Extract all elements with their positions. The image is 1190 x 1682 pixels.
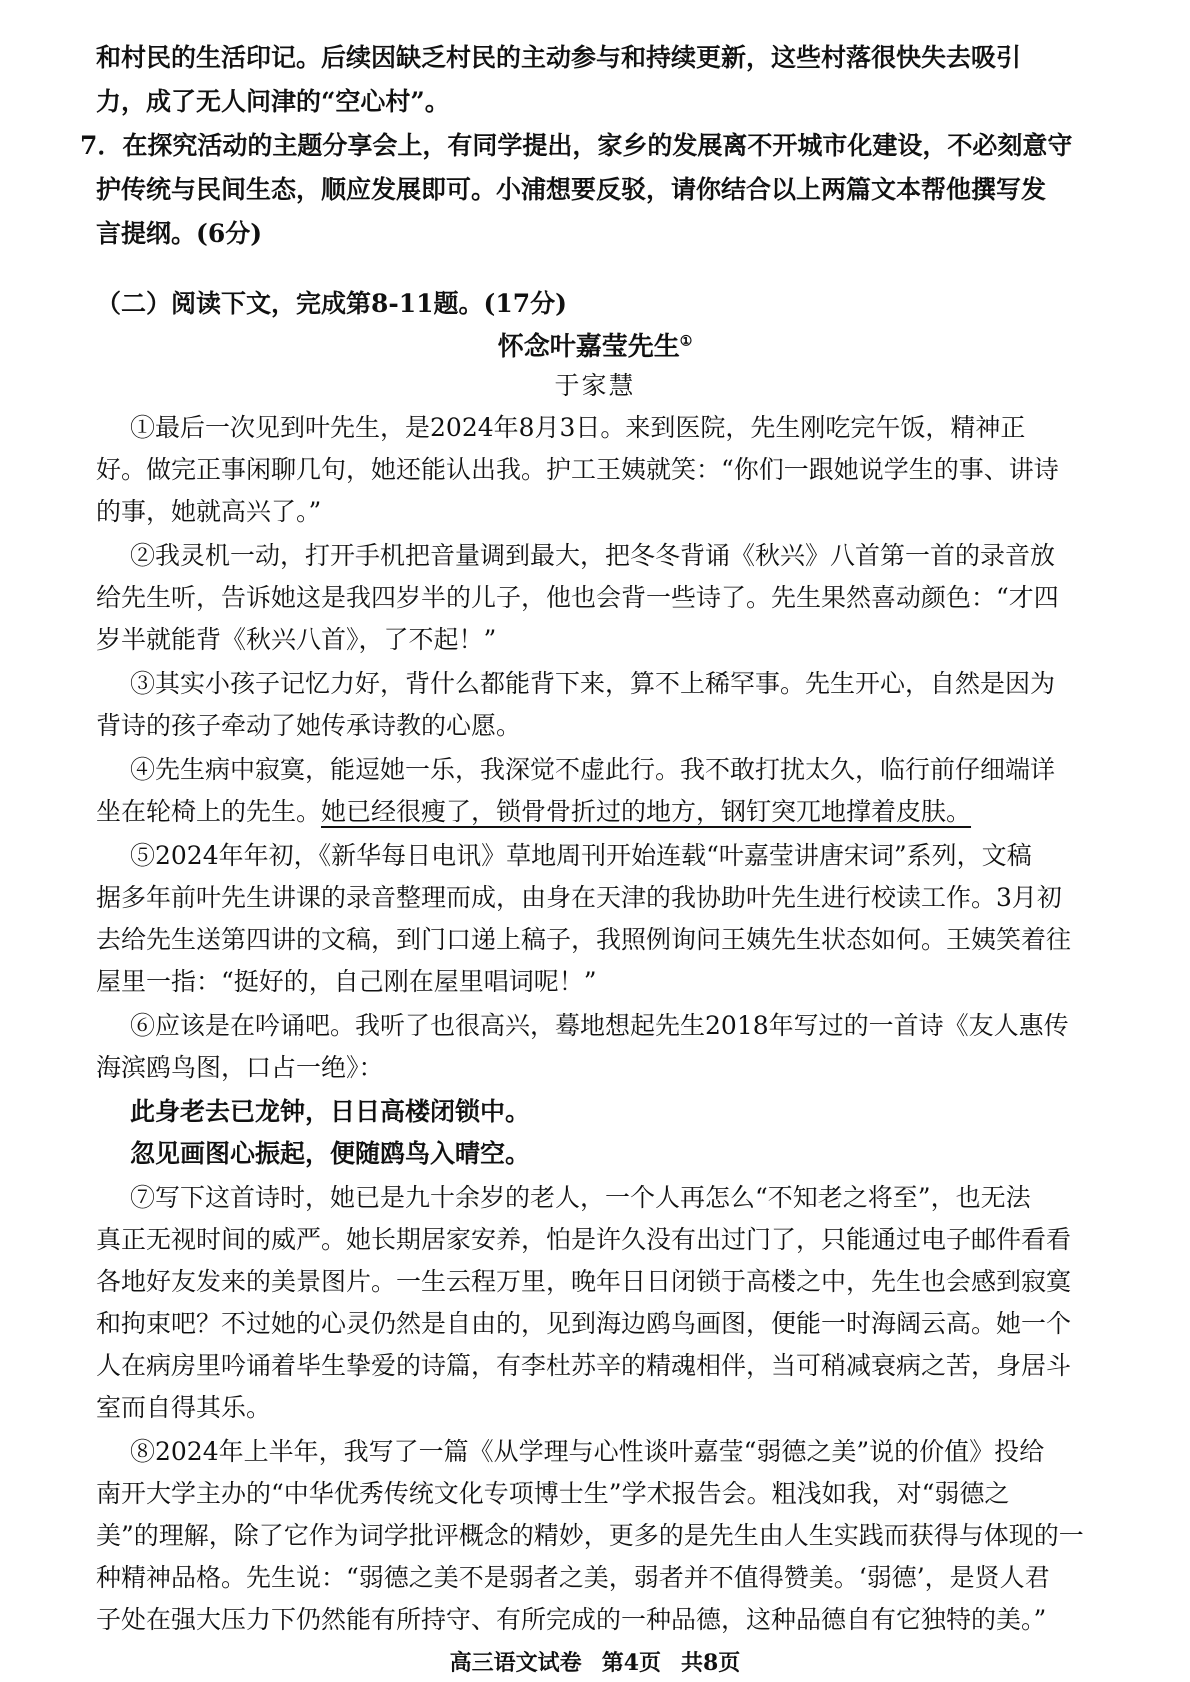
poem-line-2: 忽见画图心振起，便随鸥鸟入晴空。 [130,1139,531,1168]
paragraph-8-line-1: ⑧2024年上半年，我写了一篇《从学理与心性谈叶嘉莹“弱德之美”说的价值》投给 [130,1437,1045,1466]
paragraph-2-line-3: 岁半就能背《秋兴八首》，了不起！” [96,625,497,654]
paragraph-7-line-3: 各地好友发来的美景图片。一生云程万里，晚年日日闭锁于高楼之中，先生也会感到寂寞 [96,1267,1072,1296]
paragraph-7-line-2: 真正无视时间的威严。她长期居家安养，怕是许久没有出过门了，只能通过电子邮件看看 [96,1225,1072,1254]
paragraph-5-line-3: 去给先生送第四讲的文稿，到门口递上稿子，我照例询问王姨先生状态如何。王姨笑着往 [96,925,1072,954]
question-7-line-3: 言提纲。(6分) [96,219,263,248]
paragraph-1-line-1: ①最后一次见到叶先生，是2024年8月3日。来到医院，先生刚吃完午饭，精神正 [130,413,1026,442]
paragraph-7-line-5: 人在病房里吟诵着毕生挚爱的诗篇，有李杜苏辛的精魂相伴，当可稍减衰病之苦，身居斗 [96,1351,1072,1380]
paragraph-8-line-2: 南开大学主办的“中华优秀传统文化专项博士生”学术报告会。粗浅如我，对“弱德之 [96,1479,1010,1508]
question-7-line-1: 7．在探究活动的主题分享会上，有同学提出，家乡的发展离不开城市化建设，不必刻意守 [80,131,1073,160]
paragraph-6-line-1: ⑥应该是在吟诵吧。我听了也很高兴，蓦地想起先生2018年写过的一首诗《友人惠传 [130,1011,1069,1040]
footer-exam-name: 高三语文试卷 [449,1650,582,1676]
paragraph-4-line-2 [96,794,971,830]
paragraph-3-line-2: 背诗的孩子牵动了她传承诗教的心愿。 [96,711,522,740]
continuation-line-2: 力，成了无人问津的“空心村”。 [96,87,450,116]
paragraph-4-underlined-sentence: 她已经很瘦了，锁骨骨折过的地方，钢钉突兀地撑着皮肤。 [321,797,972,826]
paragraph-8-line-4: 种精神品格。先生说：“弱德之美不是弱者之美，弱者并不值得赞美。‘弱德’，是贤人君 [96,1563,1050,1592]
paragraph-2-line-1: ②我灵机一动，打开手机把音量调到最大，把冬冬背诵《秋兴》八首第一首的录音放 [130,541,1056,570]
continuation-line-1: 和村民的生活印记。后续因缺乏村民的主动参与和持续更新，这些村落很快失去吸引 [96,43,1022,72]
title-footnote-mark: ① [679,333,693,350]
paragraph-3-line-1: ③其实小孩子记忆力好，背什么都能背下来，算不上稀罕事。先生开心，自然是因为 [130,669,1056,698]
paragraph-1-line-3: 的事，她就高兴了。” [96,497,322,526]
paragraph-1-line-2: 好。做完正事闲聊几句，她还能认出我。护工王姨就笑：“你们一跟她说学生的事、讲诗 [96,455,1059,484]
footer-total-pages: 共8页 [681,1650,741,1676]
paragraph-6-line-2: 海滨鸥鸟图，口占一绝》： [96,1053,384,1082]
paragraph-5-line-2: 据多年前叶先生讲课的录音整理而成，由身在天津的我协助叶先生进行校读工作。3月初 [96,883,1062,912]
poem-line-1: 此身老去已龙钟，日日高楼闭锁中。 [130,1097,531,1126]
article-author: 于家慧 [554,371,636,400]
footer-page-number: 第4页 [601,1650,661,1676]
paragraph-2-line-2: 给先生听，告诉她这是我四岁半的儿子，他也会背一些诗了。先生果然喜动颜色：“才四 [96,583,1059,612]
paragraph-5-line-1: ⑤2024年年初，《新华每日电讯》草地周刊开始连载“叶嘉莹讲唐宋词”系列，文稿 [130,841,1032,870]
paragraph-8-line-3: 美”的理解，除了它作为词学批评概念的精妙，更多的是先生由人生实践而获得与体现的一 [96,1521,1084,1550]
paragraph-7-line-1: ⑦写下这首诗时，她已是九十余岁的老人，一个人再怎么“不知老之将至”，也无法 [130,1183,1031,1212]
paragraph-8-line-5: 子处在强大压力下仍然能有所持守、有所完成的一种品德，这种品德自有它独特的美。” [96,1605,1047,1634]
paragraph-7-line-6: 室而自得其乐。 [96,1393,272,1422]
paragraph-4-plain-text: 坐在轮椅上的先生。 [96,797,322,826]
question-7-line-2: 护传统与民间生态，顺应发展即可。小浦想要反驳，请你结合以上两篇文本帮他撰写发 [96,175,1047,204]
paragraph-7-line-4: 和拘束吧？不过她的心灵仍然是自由的，见到海边鸥鸟画图，便能一时海阔云高。她一个 [96,1309,1072,1338]
page-footer [0,1646,1190,1677]
section-heading: （二）阅读下文，完成第8-11题。(17分) [96,289,568,318]
article-title [0,326,1190,363]
article-title-text: 怀念叶嘉莹先生 [497,332,680,362]
paragraph-4-line-1: ④先生病中寂寞，能逗她一乐，我深觉不虚此行。我不敢打扰太久，临行前仔细端详 [130,755,1056,784]
paragraph-5-line-4: 屋里一指：“挺好的，自己刚在屋里唱词呢！” [96,967,597,996]
